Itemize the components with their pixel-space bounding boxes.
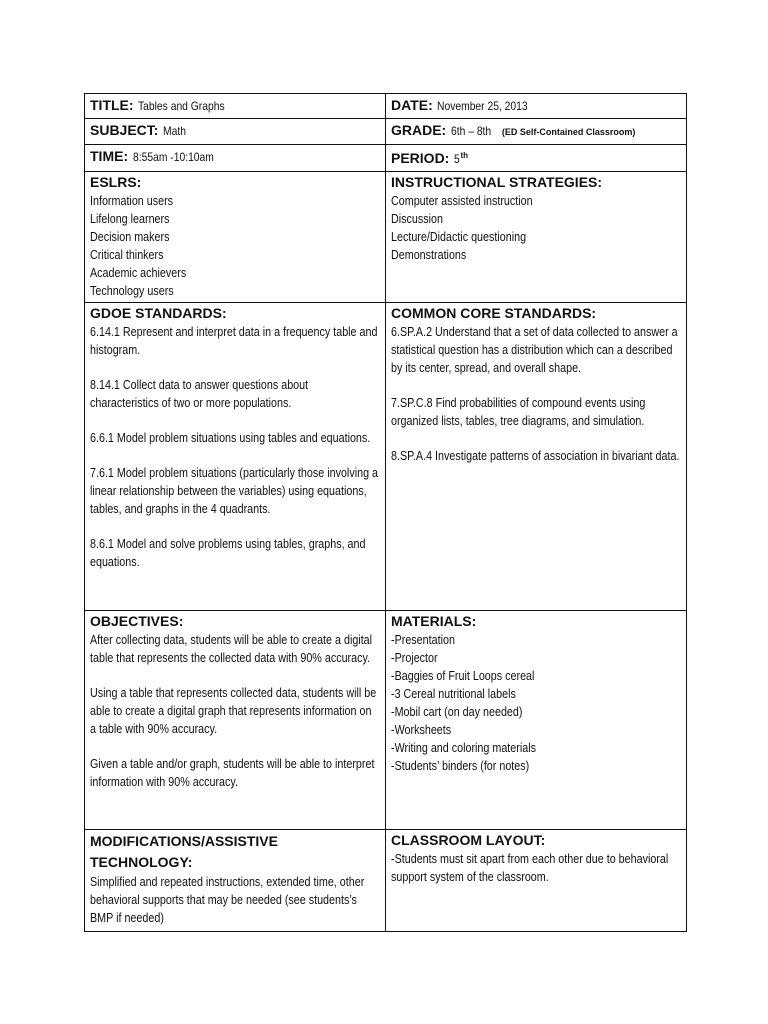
standard-item: 7.SP.C.8 Find probabilities of compound events using organized lists, tables, tree diagrams, and simulation. — [391, 396, 646, 428]
eslrs-cell — [85, 172, 386, 303]
title-label: TITLE: — [90, 97, 134, 113]
modifications-title: MODIFICATIONS/ASSISTIVE TECHNOLOGY: — [90, 833, 278, 870]
period-suffix: th — [460, 151, 469, 160]
gdoe-standards-list — [90, 323, 379, 571]
standards-row — [85, 303, 687, 611]
period-cell — [386, 145, 687, 172]
eslrs-list — [90, 192, 379, 300]
list-item: Lifelong learners — [90, 212, 170, 226]
objective-item: Given a table and/or graph, students will be able to interpret information with 90% accuracy. — [90, 757, 375, 789]
list-item: -Students’ binders (for notes) — [391, 759, 530, 773]
date-value: November 25, 2013 — [437, 99, 528, 113]
time-period-row — [85, 145, 687, 172]
list-item: -Baggies of Fruit Loops cereal — [391, 669, 535, 683]
list-item: Technology users — [90, 284, 174, 298]
date-cell — [386, 94, 687, 119]
common-core-cell — [386, 303, 687, 611]
list-item: Demonstrations — [391, 248, 467, 262]
standard-item: 6.14.1 Represent and interpret data in a frequency table and histogram. — [90, 325, 378, 357]
list-item: -Worksheets — [391, 723, 452, 737]
lesson-plan-table — [84, 93, 687, 932]
common-core-title: COMMON CORE STANDARDS: — [391, 305, 597, 321]
date-label: DATE: — [391, 97, 433, 113]
subject-cell — [85, 119, 386, 145]
title-cell — [85, 94, 386, 119]
classroom-layout-title: CLASSROOM LAYOUT: — [391, 832, 546, 848]
objectives-list — [90, 631, 379, 791]
list-item: -Writing and coloring materials — [391, 741, 536, 755]
subject-value: Math — [162, 124, 186, 138]
grade-cell — [386, 119, 687, 145]
list-item: Computer assisted instruction — [391, 194, 533, 208]
list-item: -Projector — [391, 651, 438, 665]
list-item: Information users — [90, 194, 174, 208]
subject-grade-row — [85, 119, 687, 145]
standard-item: 8.6.1 Model and solve problems using tables, graphs, and equations. — [90, 537, 366, 569]
objectives-cell — [85, 611, 386, 830]
eslrs-title: ESLRS: — [90, 174, 142, 190]
materials-cell — [386, 611, 687, 830]
classroom-layout-text: -Students must sit apart from each other due to behavioral support system of the classroom. — [391, 852, 669, 884]
title-value: Tables and Graphs — [138, 99, 225, 113]
strategies-title: INSTRUCTIONAL STRATEGIES: — [391, 174, 603, 190]
objective-item: Using a table that represents collected data, students will be able to create a digital graph that represents information on a table with 90% accuracy. — [90, 686, 377, 736]
objectives-title: OBJECTIVES: — [90, 613, 184, 629]
standard-item: 8.14.1 Collect data to answer questions about characteristics of two or more populations. — [90, 378, 309, 410]
objective-item: After collecting data, students will be able to create a digital table that represents the collected data with 90% accuracy. — [90, 633, 373, 665]
time-cell — [85, 145, 386, 172]
list-item: -Mobil cart (on day needed) — [391, 705, 523, 719]
modifications-cell — [85, 830, 386, 932]
list-item: Decision makers — [90, 230, 170, 244]
standard-item: 7.6.1 Model problem situations (particularly those involving a linear relationship between the variables) using equations, tables, and graphs in the 4 quadrants. — [90, 466, 379, 516]
strategies-cell — [386, 172, 687, 303]
subject-label: SUBJECT: — [90, 122, 159, 138]
title-date-row — [85, 94, 687, 119]
grade-note: (ED Self-Contained Classroom) — [501, 127, 636, 137]
list-item: -Presentation — [391, 633, 455, 647]
common-core-list — [391, 323, 680, 465]
list-item: -3 Cereal nutritional labels — [391, 687, 516, 701]
gdoe-standards-title: GDOE STANDARDS: — [90, 305, 227, 321]
grade-label: GRADE: — [391, 122, 447, 138]
standard-item: 8.SP.A.4 Investigate patterns of association in bivariant data. — [391, 449, 680, 463]
standard-item: 6.SP.A.2 Understand that a set of data collected to answer a statistical question has a distribution which can a described by its center, spread, and overall shape. — [391, 325, 678, 375]
modifications-layout-row — [85, 830, 687, 932]
classroom-layout-cell — [386, 830, 687, 932]
standard-item: 6.6.1 Model problem situations using tables and equations. — [90, 431, 371, 445]
list-item: Academic achievers — [90, 266, 187, 280]
period-label: PERIOD: — [391, 150, 450, 166]
gdoe-standards-cell — [85, 303, 386, 611]
modifications-text: Simplified and repeated instructions, extended time, other behavioral supports that may be needed (see students’s BMP if needed) — [90, 875, 365, 925]
period-value: 5 — [453, 152, 460, 166]
time-value: 8:55am -10:10am — [132, 150, 214, 164]
list-item: Lecture/Didactic questioning — [391, 230, 527, 244]
objectives-materials-row — [85, 611, 687, 830]
eslrs-strategies-row — [85, 172, 687, 303]
list-item: Discussion — [391, 212, 443, 226]
materials-list — [391, 631, 680, 775]
strategies-list — [391, 192, 680, 264]
grade-value: 6th – 8th — [450, 124, 491, 138]
list-item: Critical thinkers — [90, 248, 164, 262]
time-label: TIME: — [90, 148, 129, 164]
materials-title: MATERIALS: — [391, 613, 477, 629]
